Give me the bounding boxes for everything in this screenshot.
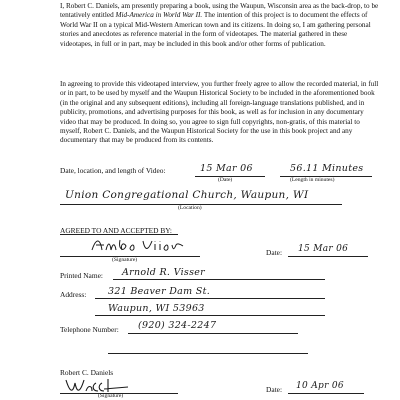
address-label: Address: [60,290,87,299]
agreement-date-line [288,256,368,257]
intro-paragraph [60,2,380,49]
address-line1-rule [95,298,325,299]
interviewee-signature [88,236,188,256]
video-date-caption: (Date) [218,177,233,183]
intro-text-a: I, Robert C. Daniels, am presently preparing a book, using the Waupun, Wisconsin area as the back-drop, to be tentatively entitled [60,2,379,20]
telephone-line [128,333,298,334]
interviewee-signature-caption: (Signature) [112,257,138,263]
separator-line [108,353,308,354]
book-title: Mid-America in World War II. [115,11,203,20]
printed-name-value: Arnold R. Visser [122,267,206,278]
address-line2-value: Waupun, WI 53963 [108,303,205,314]
agreement-heading: AGREED TO AND ACCEPTED BY: [60,226,172,235]
agreement-heading-underline [60,234,178,235]
telephone-label: Telephone Number: [60,325,119,334]
video-location-caption: (Location) [178,205,202,211]
intro-text-b: The intention of this project is to document the effects of World War II on a typical Mid-Western American town and its citizens. In doing so, I am gathering personal stories and anecdotes as reference material in the form of videotapes. The material gathered in these videotapes, in full or in part, may be included in this book and/or other forms of publication. [60,11,371,48]
printed-name-label: Printed Name: [60,271,103,280]
author-date-label: Date: [266,385,283,394]
author-date-value: 10 Apr 06 [296,381,344,391]
video-length-caption: (Length in minutes) [290,177,335,183]
author-signature-caption: (Signature) [98,393,124,399]
address-line2-rule [95,315,325,316]
video-date-value: 15 Mar 06 [200,163,253,174]
agreement-date-label: Date: [266,248,283,257]
telephone-value: (920) 324-2247 [138,320,217,331]
author-name: Robert C. Daniels [60,368,114,377]
agreement-paragraph: In agreeing to provide this videotaped interview, you further freely agree to allow the recorded material, in full or in part, to be used by myself and the Waupun Historical Society to be included in the aforementioned book (in the original and any subsequent editions), including all foreign-language translations published, and in publicity, promotions, and advertising purposes for this book, as well as for inclusion in any documentary video that may be produced. In doing so, you agree to sign full copyrights, non-gratis, of this material to myself, Robert C. Daniels, and the Waupun Historical Society for the use in this book project and any documentary that may be produced from its contents. [60,80,379,145]
video-length-value: 56.11 Minutes [290,163,364,174]
printed-name-line [113,279,325,280]
author-date-line [288,393,364,394]
agreement-date-value: 15 Mar 06 [298,244,349,254]
address-line1-value: 321 Beaver Dam St. [108,286,211,297]
video-location-value: Union Congregational Church, Waupun, WI [65,189,309,201]
video-info-label: Date, location, and length of Video: [60,166,166,175]
